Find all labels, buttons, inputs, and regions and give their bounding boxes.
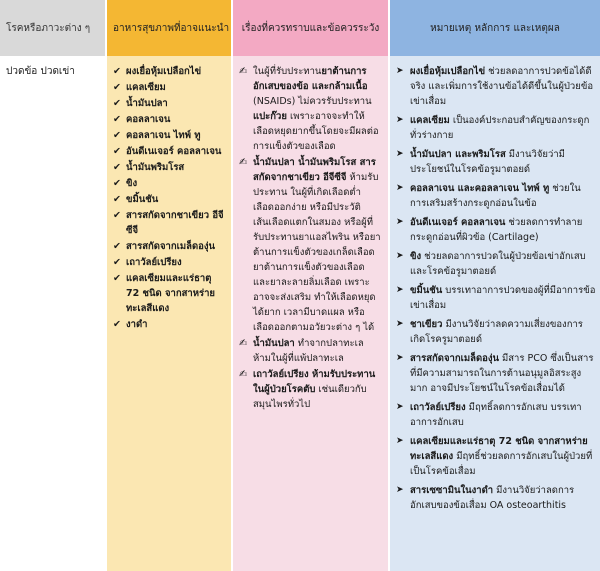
note-item	[396, 351, 596, 396]
note-text: ช่วยในการเสริมสร้างกระดูกอ่อนในข้อ	[410, 183, 581, 209]
check-icon: ✔	[113, 82, 121, 93]
note-item	[396, 181, 596, 211]
food-label: ขมิ้นชัน	[126, 194, 159, 205]
note-item	[396, 400, 596, 430]
note-bold: เถาวัลย์เปรียง	[410, 402, 466, 413]
food-item	[113, 239, 227, 254]
note-item	[396, 64, 596, 109]
check-icon: ✔	[113, 146, 121, 157]
check-icon: ✔	[113, 210, 121, 221]
header-foods: อาหารสุขภาพที่อาจแนะนำ	[107, 0, 231, 56]
caution-bold: ยาต้านการอักเสบของข้อ และกล้ามเนื้อ	[253, 66, 368, 92]
caution-text: ในผู้ที่รับประทาน	[253, 66, 322, 77]
check-icon: ✔	[113, 241, 121, 252]
arrow-icon: ➤	[396, 402, 404, 412]
note-text: ช่วยลดอาการปวดในผู้ป่วยข้อเข่าอักเสบและโรคข้อรูมาตอยด์	[410, 251, 586, 277]
note-text: บรรเทาอาการปวดของผู้ที่มีอาการข้อเข่าเสื่อม	[410, 285, 596, 311]
arrow-icon: ➤	[396, 436, 404, 446]
arrow-icon: ➤	[396, 285, 404, 295]
column-foods	[107, 0, 231, 571]
check-icon: ✔	[113, 162, 121, 173]
pencil-icon: ✍	[239, 338, 248, 349]
column-cautions	[233, 0, 388, 571]
food-label: แคลเซียมและแร่ธาตุ 72 ชนิด จากสาหร่ายทะเลสีแดง	[126, 273, 215, 314]
arrow-icon: ➤	[396, 183, 404, 193]
arrow-icon: ➤	[396, 217, 404, 227]
note-item	[396, 215, 596, 245]
check-icon: ✔	[113, 273, 121, 284]
arrow-icon: ➤	[396, 149, 404, 159]
caution-text: ห้ามรับประทาน ในผู้ที่เกิดเลือดต่ำ เลือดออกง่าย หรือมีประวัติเส้นเลือดแตกในสมอง หรือผู้ที่รับประทานยาแอสไพริน หรือยาต้านการแข็งตัวของเกล็ดเลือด ยาต้านการแข็งตัวของเลือด และยาละลายลิ่มเลือด เพราะอาจจะส่งเสริม ทำให้เลือดหยุดได้ยาก เวลามีบาดแผล หรือเลือดออกตามอวัยวะต่าง ๆ ได้	[253, 172, 381, 333]
note-text: มีงานวิจัยว่าลดการอักเสบของข้อเสื่อม OA osteoarthitis	[410, 485, 575, 511]
cautions-list	[239, 64, 384, 413]
note-item	[396, 249, 596, 279]
note-bold: คอลลาเจน และคอลลาเจน ไทพ์ ทู	[410, 183, 550, 194]
arrow-icon: ➤	[396, 319, 404, 329]
note-text: มีฤทธิ์ช่วยลดการอักเสบในผู้ป่วยที่เป็นโรคข้อเสื่อม	[410, 451, 593, 477]
food-label: คอลลาเจน	[126, 114, 171, 125]
caution-text: เช่นเดียวกับสมุนไพรทั่วไป	[253, 384, 367, 410]
arrow-icon: ➤	[396, 66, 404, 76]
food-label: คอลลาเจน ไทพ์ ทู	[126, 130, 201, 141]
note-bold: แคลเซียม	[410, 115, 450, 126]
food-item	[113, 112, 227, 127]
pencil-icon: ✍	[239, 369, 248, 380]
check-icon: ✔	[113, 257, 121, 268]
header-cautions: เรื่องที่ควรทราบและข้อควรระวัง	[233, 0, 388, 56]
note-bold: ขมิ้นชัน	[410, 285, 443, 296]
note-text: มีงานวิจัยว่าลดความเสี่ยงของการเกิดโรครูมาตอยด์	[410, 319, 583, 345]
food-label: ผงเยื่อหุ้มเปลือกไข่	[126, 66, 202, 77]
food-item	[113, 160, 227, 175]
pencil-icon: ✍	[239, 66, 248, 77]
food-label: สารสกัดจากชาเขียว อีจีซีจี	[126, 210, 224, 236]
food-item	[113, 96, 227, 111]
caution-bold: เถาวัลย์เปรียง ห้ามรับประทานในผู้ป่วยโรคตับ	[253, 369, 376, 395]
arrow-icon: ➤	[396, 353, 404, 363]
caution-bold: น้ำมันปลา	[253, 338, 295, 349]
food-item	[113, 192, 227, 207]
check-icon: ✔	[113, 66, 121, 77]
note-text: มีงานวิจัยว่ามีประโยชน์ในโรคข้อรูมาตอยด์	[410, 149, 565, 175]
food-label: แคลเซียม	[126, 82, 166, 93]
caution-text: เพราะอาจจะทำให้เลือดหยุดยากขึ้นโดยจะมีผลต่อการแข็งตัวของเลือด	[253, 111, 379, 152]
food-item	[113, 80, 227, 95]
food-label: น้ำมันปลา	[126, 98, 168, 109]
note-bold: อันดีเนเจอร์ คอลลาเจน	[410, 217, 506, 228]
caution-item	[239, 367, 384, 412]
pencil-icon: ✍	[239, 157, 248, 168]
note-item	[396, 317, 596, 347]
note-text: ช่วยลดอาการปวดข้อได้ดีจริง และเพิ่มการใช้งานข้อได้ดีขึ้นในผู้ป่วยข้อเข่าเสื่อม	[410, 66, 594, 107]
note-item	[396, 434, 596, 479]
note-bold: แคลเซียมและแร่ธาตุ 72 ชนิด จากสาหร่ายทะเลสีแดง	[410, 436, 588, 462]
check-icon: ✔	[113, 319, 121, 330]
note-bold: ผงเยื่อหุ้มเปลือกไข่	[410, 66, 486, 77]
caution-text: (NSAIDs) ไม่ควรรับประทาน	[253, 96, 372, 107]
note-item	[396, 283, 596, 313]
note-item	[396, 147, 596, 177]
note-bold: สารสกัดจากเมล็ดองุ่น	[410, 353, 499, 364]
food-label: น้ำมันพริมโรส	[126, 162, 185, 173]
food-label: เถาวัลย์เปรียง	[126, 257, 182, 268]
disease-name: ปวดข้อ ปวดเข่า	[6, 66, 75, 77]
food-label: อันดีเนเจอร์ คอลลาเจน	[126, 146, 222, 157]
note-text: เป็นองค์ประกอบสำคัญของกระดูกทั่วร่างกาย	[410, 115, 590, 141]
food-item	[113, 255, 227, 270]
food-item	[113, 317, 227, 332]
note-text: ช่วยลดการทำลายกระดูกอ่อนที่ผิวข้อ (Cartilage)	[410, 217, 583, 243]
arrow-icon: ➤	[396, 485, 404, 495]
note-bold: ขิง	[410, 251, 422, 262]
column-disease	[0, 0, 105, 571]
check-icon: ✔	[113, 98, 121, 109]
note-text: มีสาร PCO ซึ่งเป็นสารที่มีความสามารถในการต้านอนุมูลอิสระสูงมาก อาจมีประโยชน์ในโรคข้อเสื่อมได้	[410, 353, 594, 394]
check-icon: ✔	[113, 194, 121, 205]
arrow-icon: ➤	[396, 115, 404, 125]
food-item	[113, 64, 227, 79]
caution-bold: แปะก๊วย	[253, 111, 287, 122]
caution-item	[239, 336, 384, 366]
note-bold: สารเซซามินในงาดำ	[410, 485, 494, 496]
food-label: สารสกัดจากเมล็ดองุ่น	[126, 241, 215, 252]
note-text: มีฤทธิ์ลดการอักเสบ บรรเทาอาการอักเสบ	[410, 402, 582, 428]
caution-text: ทำจากปลาทะเล ห้ามในผู้ที่แพ้ปลาทะเล	[253, 338, 364, 364]
foods-list	[113, 64, 227, 332]
caution-item	[239, 155, 384, 335]
food-label: งาดำ	[126, 319, 148, 330]
header-notes: หมายเหตุ หลักการ และเหตุผล	[390, 0, 600, 56]
check-icon: ✔	[113, 178, 121, 189]
note-item	[396, 483, 596, 513]
food-item	[113, 144, 227, 159]
notes-list	[396, 64, 596, 517]
check-icon: ✔	[113, 114, 121, 125]
note-item	[396, 113, 596, 143]
food-label: ขิง	[126, 178, 138, 189]
arrow-icon: ➤	[396, 251, 404, 261]
check-icon: ✔	[113, 130, 121, 141]
note-bold: น้ำมันปลา และพริมโรส	[410, 149, 506, 160]
header-disease: โรคหรือภาวะต่าง ๆ	[0, 0, 105, 56]
food-item	[113, 128, 227, 143]
food-item	[113, 176, 227, 191]
food-item	[113, 208, 227, 238]
caution-bold: น้ำมันปลา น้ำมันพริมโรส สารสกัดจากชาเขียว อีจีซีจี	[253, 157, 376, 183]
food-item	[113, 271, 227, 316]
caution-item	[239, 64, 384, 154]
note-bold: ชาเขียว	[410, 319, 443, 330]
column-notes	[390, 0, 600, 571]
